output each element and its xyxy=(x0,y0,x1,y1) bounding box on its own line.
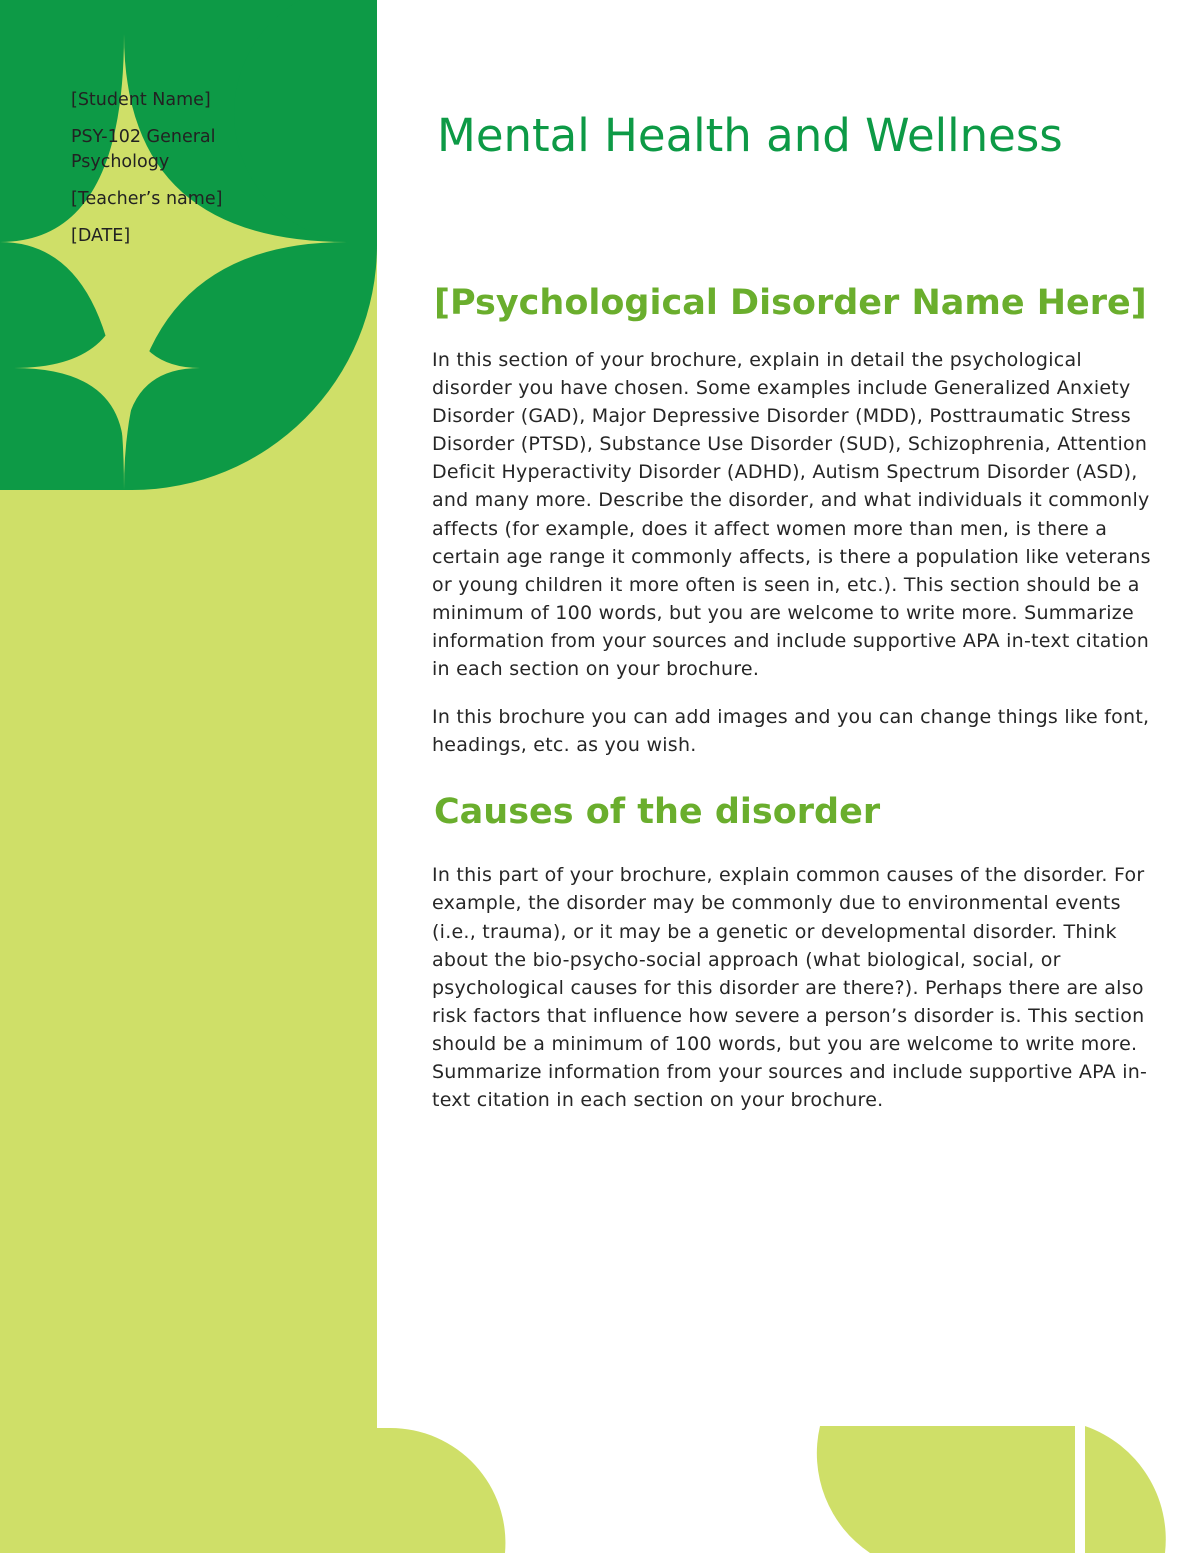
bottom-right-half-disc xyxy=(817,1426,1075,1553)
student-name: [Student Name] xyxy=(71,90,211,110)
teacher-name: [Teacher’s name] xyxy=(71,189,223,209)
document-title: Mental Health and Wellness xyxy=(437,109,1063,162)
causes-heading: Causes of the disorder xyxy=(434,792,881,833)
main-content xyxy=(432,106,1157,1114)
bottom-left-arc xyxy=(377,1428,505,1553)
causes-paragraph: In this part of your brochure, explain common causes of the disorder. For example, the disorder may be commonly due to environmental events (i.e., trauma), or it may be a genetic or developmental disorder. Think about the bio-psycho-social approach (what biological, social, or psychological causes for this disorder are there?). Perhaps there are also risk factors that influence how severe a person’s disorder is. This section should be a minimum of 100 words, but you are welcome to write more. Summarize information from your sources and include supportive APA in-text citation in each section on your brochure. xyxy=(432,864,1148,1112)
disorder-paragraph: In this section of your brochure, explain in detail the psychological disorder you have chosen. Some examples include Generalized Anxiety Disorder (GAD), Major Depressive Disorder (MDD), Posttraumatic Stress Disorder (PTSD), Substance Use Disorder (SUD), Schizophrenia, Attention Deficit Hyperactivity Disorder (ADHD), Autism Spectrum Disorder (ASD), and many more. Describe the disorder, and what individuals it commonly affects (for example, does it affect women more than men, is there a certain age range it commonly affects, is there a population like veterans or young children it more often is seen in, etc.). This section should be a minimum of 100 words, but you are welcome to write more. Summarize information from your sources and include supportive APA in-text citation in each section on your brochure. xyxy=(432,349,1151,681)
course-name: PSY-102 General Psychology xyxy=(71,127,216,172)
date: [DATE] xyxy=(71,226,131,246)
disorder-heading: [Psychological Disorder Name Here] xyxy=(434,283,1147,323)
brochure-note-paragraph: In this brochure you can add images and you can change things like font, headings, etc. as you wish. xyxy=(432,706,1150,757)
student-info xyxy=(71,88,271,261)
bottom-right-arc xyxy=(1085,1426,1166,1553)
